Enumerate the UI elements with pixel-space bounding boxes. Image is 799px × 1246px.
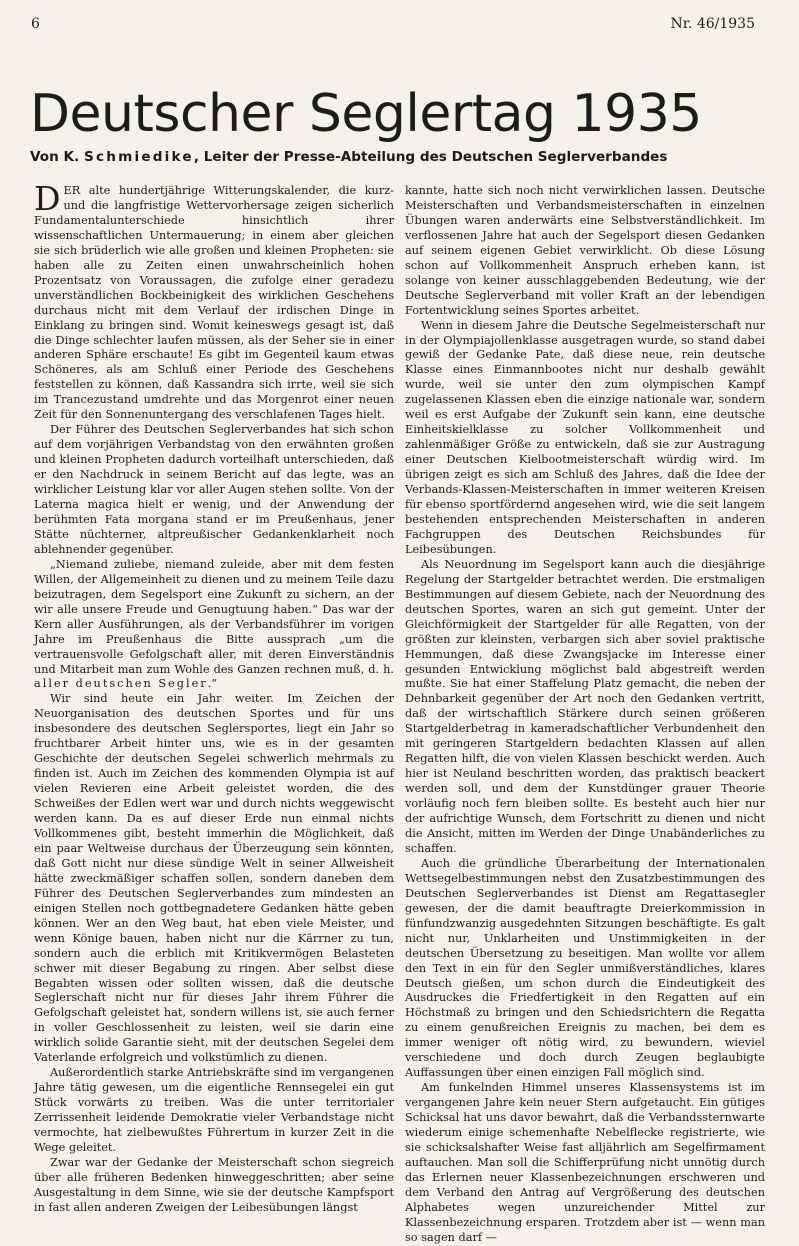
paragraph: Der Führer des Deutschen Seglerverbandes hat sich schon auf dem vorjährigen Verbandstag von den erwähnten großen und kleinen Propheten dadurch vorteilhaft unterschieden, daß er den Nachdruck in seinem Bericht auf das legte, was an wirklicher Leistung klar vor aller Augen stehen sollte. Von der Laterna magica hielt er wenig, und der Anwendung der berühmten Fata morgana stand er im Preußenhaus, jener Stätte nüchterner, altpreußischer Gedankenklarheit noch ablehnender gegenüber. bbox=[34, 423, 394, 556]
byline bbox=[30, 149, 668, 165]
article-title: Deutscher Seglertag 1935 bbox=[30, 84, 702, 144]
byline-prefix: Von K. bbox=[30, 149, 84, 165]
paragraph: kannte, hatte sich noch nicht verwirklichen lassen. Deutsche Meisterschaften und Verbandsmeisterschaften in einzelnen Übungen waren anderwärts eine Selbstverständlichkeit. Im verflossenen Jahre hat auch der Segelsport diesen Gedanken auf seinem eigenen Gebiet verwirklicht. Ob diese Lösung schon auf Vollkommenheit Anspruch erheben kann, ist solange von keiner ausschlaggebenden Bedeutung, wie der Deutsche Seglerverband mit voller Kraft an der lebendigen Fortentwicklung seines Sportes arbeitet. bbox=[405, 184, 765, 317]
paragraph bbox=[34, 179, 394, 423]
byline-author: Schmiedike bbox=[83, 149, 194, 165]
paragraph: Wir sind heute ein Jahr weiter. Im Zeichen der Neuorganisation des deutschen Sportes und für uns insbesondere des deutschen Seglersportes, liegt ein Jahr so fruchtbarer Arbeit hinter uns, wie es in der gesamten Geschichte der deutschen Segelei schwerlich mehrmals zu finden ist. Auch im Zeichen des kommenden Olympia ist auf vielen Revieren eine Arbeit geleistet worden, die des Schweißes der Edlen wert war und durch nichts weggewischt werden kann. Da es auf dieser Erde nun einmal nichts Vollkommenes gibt, besteht immerhin die Möglichkeit, daß ein paar Weltweise durchaus der Überzeugung sein könnten, daß Gott nicht nur diese sündige Welt in seiner Allweisheit hätte zweckmäßiger schaffen sollen, sondern daneben dem Führer des Deutschen Seglerverbandes zum mindesten an einigen Stellen noch gottbegnadetere Gedanken hätte geben können. Wer an den Weg baut, hat eben viele Meister, und wenn Könige bauen, haben nicht nur die Kärrner zu tun, sondern auch die erblich mit Kritikvermögen Belasteten schwer mit dieser Begabung zu ringen. Aber selbst diese Begabten wissen oder sollten wissen, daß die deutsche Seglerschaft nicht nur für dieses Jahr ihrem Führer die Gefolgschaft geleistet hat, sondern willens ist, sie auch ferner in voller Geschlossenheit zu leisten, weil sie darin eine wirklich solide Garantie sieht, mit der deutschen Segelei dem Vaterlande erfolgreich und volkstümlich zu dienen. bbox=[34, 692, 394, 1065]
paragraph-text: „Niemand zuliebe, niemand zuleide, aber mit dem festen Willen, der Allgemeinheit zu dienen und zu meinem Teile dazu beizutragen, dem Segelsport eine Zukunft zu sichern, an der wir alle unsere Freude und Genugtuung haben.“ Das war der Kern aller Ausführungen, als der Verbandsführer im vorigen Jahre im Preußenhaus die Bitte aussprach „um die vertrauensvolle Gefolgschaft aller, mit deren Einverständnis und Mitarbeit man zum Wohle des Ganzen rechnen muß, d. h. bbox=[34, 557, 394, 676]
byline-suffix: , Leiter der Presse-Abteilung des Deutschen Seglerverbandes bbox=[193, 149, 668, 165]
spaced-emphasis: aller deutschen Segler bbox=[34, 677, 208, 691]
left-column bbox=[34, 179, 394, 1214]
paragraph: Als Neuordnung im Segelsport kann auch die diesjährige Regelung der Startgelder betrachtet werden. Die erstmaligen Bestimmungen auf diesem Gebiete, nach der Neuordnung des deutschen Sportes, waren an sich gut gemeint. Unter der Gleichförmigkeit der Startgelder für alle Regatten, von der größten zur kleinsten, verbargen sich aber soviel praktische Hemmungen, daß diese Zwangsjacke im Interesse einer gesunden Entwicklung möglichst bald abgestreift werden mußte. Sie hat einer Staffelung Platz gemacht, die neben der Dehnbarkeit gegenüber der Art noch den Gedanken vertritt, daß der wirtschaftlich Stärkere durch seinen größeren Startgelderbetrag in kameradschaftlicher Verbundenheit den mit geringeren Startgeldern bedachten Klassen auf allen Regatten hilft, die von vielen Klassen beschickt werden. Auch hier ist Neuland beschritten worden, das praktisch beackert werden soll, und dem der Kunstdünger grauer Theorie vorläufig noch fern bleiben sollte. Es besteht auch hier nur der aufrichtige Wunsch, dem Fortschritt zu dienen und nicht die Ansicht, mitten im Werden der Dinge Unabänderliches zu schaffen. bbox=[405, 557, 765, 855]
paragraph: Am funkelnden Himmel unseres Klassensystems ist im vergangenen Jahre kein neuer Stern aufgetaucht. Ein gütiges Schicksal hat uns davor bewahrt, daß die Verbandssternwarte wiederum einige schemenhafte Nebelflecke registrierte, wie sie schicksalshafter Weise fast alljährlich am Segelfirmament auftauchen. Man soll die Schifferprüfung nicht unnötig durch das Erlernen neuer Klassenbezeichnungen erschweren und dem Verband den Antrag auf Vergrößerung des deutschen Alphabetes wegen unzureichender Mittel zur Klassenbezeichnung ersparen. Trotzdem aber ist — wenn man so sagen darf — bbox=[405, 1081, 765, 1244]
paragraph: Wenn in diesem Jahre die Deutsche Segelmeisterschaft nur in der Olympiajollenklasse ausgetragen wurde, so stand dabei gewiß der Gedanke Pate, daß diese neue, rein deutsche Klasse eines Einmannbootes nicht nur deshalb gewählt wurde, weil sie unter den zum olympischen Kampf zugelassenen Klassen eben die einzige nationale war, sondern weil es erst Aufgabe der Zukunft sein kann, eine deutsche Einheitskielklasse zu solcher Vollkommenheit und zahlenmäßiger Größe zu entwickeln, daß sie zur Austragung einer Deutschen Kielbootmeisterschaft würdig wird. Im übrigen zeigt es sich am Schluß des Jahres, daß die Idee der Verbands-Klassen-Meisterschaften in immer weiteren Kreisen für ebenso sportfördernd angesehen wird, wie die seit langem bestehenden entsprechenden Meisterschaften in anderen Fachgruppen des Deutschen Reichsbundes für Leibesübungen. bbox=[405, 318, 765, 556]
drop-cap: D bbox=[34, 179, 61, 218]
right-column bbox=[405, 184, 765, 1244]
paragraph-text: .“ bbox=[207, 677, 218, 691]
paragraph: Auch die gründliche Überarbeitung der Internationalen Wettsegelbestimmungen nebst den Zusatzbestimmungen des Deutschen Seglerverbandes ist Dienst am Regattasegler gewesen, der die damit beauftragte Dreierkommission in fünfundzwanzig ausgedehnten Sitzungen beschäftigte. Es galt nicht nur, Unklarheiten und Unstimmigkeiten in der deutschen Übersetzung zu beseitigen. Man wollte vor allem den Text in ein für den Segler unmißverständliches, klares Deutsch gießen, um schon durch die Eindeutigkeit des Ausdruckes die Friedfertigkeit in den Regatten auf ein Höchstmaß zu bringen und den Schiedsrichtern die Regatta zu einem genußreichen Ereignis zu machen, bei dem es immer weniger oft nötig wird, zu bewundern, wieviel verschiedene und doch durch Zeugen beglaubigte Auffassungen über einen einzigen Fall möglich sind. bbox=[405, 856, 765, 1080]
issue-number: Nr. 46/1935 bbox=[670, 16, 755, 32]
paragraph-text: ER alte hundertjährige Witterungskalender, die kurz- und die langfristige Wettervorhersage zeigen sicherlich Fundamentalunterschiede hinsichtlich ihrer wissenschaftlichen Untermauerung; in einem aber gleichen sie sich brüderlich wie alle großen und kleinen Propheten: sie haben alle zu Zeiten einen unwahrscheinlich hohen Prozentsatz von Voraussagen, die zufolge einer geradezu unverständlichen Bockbeinigkeit des wirklichen Geschehens durchaus nicht mit dem Verlauf der irdischen Dinge in Einklang zu bringen sind. Womit keineswegs gesagt ist, daß die Dinge schlechter laufen müssen, als der Seher sie in einer anderen Sphäre erschaute! Es gibt im Gegenteil kaum etwas Schöneres, als am Schluß einer Periode des Geschehens feststellen zu können, daß Kassandra sich irrte, weil sie sich im Trancezustand umdrehte und das Morgenrot einer neuen Zeit für den Sonnenuntergang des verschlafenen Tages hielt. bbox=[34, 184, 394, 422]
paragraph: Außerordentlich starke Antriebskräfte sind im vergangenen Jahre tätig gewesen, um die eigentliche Rennsegelei ein gut Stück vorwärts zu treiben. Was die unter territorialer Zerrissenheit leidende Demokratie vieler Verbandstage nicht vermochte, hat zielbewußtes Führertum in kurzer Zeit in die Wege geleitet. bbox=[34, 1066, 394, 1154]
page-number: 6 bbox=[31, 16, 40, 32]
paragraph: Zwar war der Gedanke der Meisterschaft schon siegreich über alle früheren Bedenken hinweggeschritten; aber seine Ausgestaltung in dem Sinne, wie sie der deutsche Kampfsport in fast allen anderen Zweigen der Leibesübungen längst bbox=[34, 1155, 394, 1214]
paragraph bbox=[34, 558, 394, 693]
